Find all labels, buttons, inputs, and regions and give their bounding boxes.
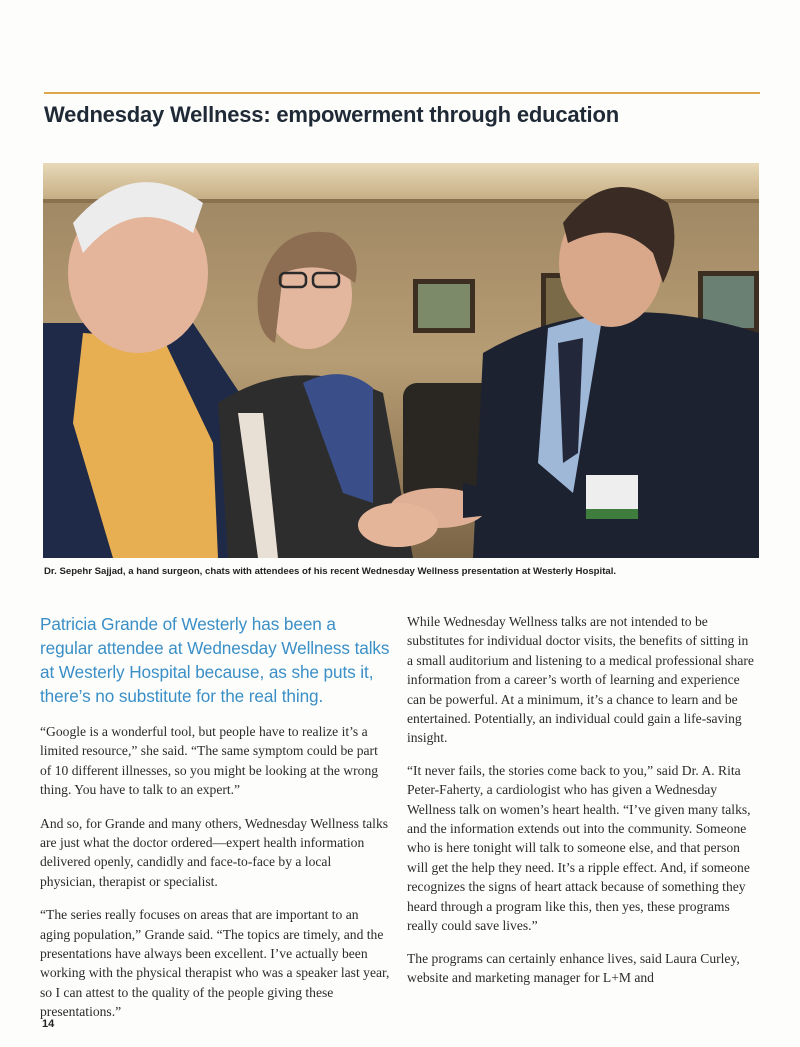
paragraph: The programs can certainly enhance lives, said Laura Curley, website and marketing manager for L+M and	[407, 950, 740, 985]
paragraph: “It never fails, the stories come back to you,” said Dr. A. Rita Peter-Faherty, a cardiologist who has given a Wednesday Wellness talk on women’s heart health. “I’ve given many talks, and the information extends out into the community. Someone who is here tonight will talk to someone else, and that person will get the help they need. It’s a ripple effect. And, if someone recognizes the signs of heart attack because of something they heard through a program like this, then yes, these programs really could save lives.”	[407, 762, 751, 934]
article-photo	[43, 163, 759, 558]
article-lede: Patricia Grande of Westerly has been a regular attendee at Wednesday Wellness talks at Westerly Hospital because, as she puts it, there’s no substitute for the real thing.	[40, 614, 390, 706]
page-number: 14	[42, 1018, 55, 1030]
article-column-left	[40, 612, 390, 1036]
paragraph: While Wednesday Wellness talks are not intended to be substitutes for individual doctor visits, the benefits of sitting in a small auditorium and listening to a medical professional share information from a career’s worth of learning and experience can be powerful. At a minimum, it’s a chance to learn and be entertained. Potentially, an individual could gain a life-saving insight.	[407, 614, 754, 746]
paragraph: “The series really focuses on areas that are important to an aging population,” Grande said. “The topics are timely, and the presentations have always been excellent. I’ve actually been working with the physical therapist who was a speaker last year, so I can attest to the quality of the people giving these presentations.”	[40, 907, 390, 1020]
header-rule	[44, 92, 760, 94]
photo-caption: Dr. Sepehr Sajjad, a hand surgeon, chats with attendees of his recent Wednesday Wellness presentation at Westerly Hospital.	[44, 566, 617, 577]
photo-illustration	[43, 163, 759, 558]
paragraph: “Google is a wonderful tool, but people have to realize it’s a limited resource,” she said. “The same symptom could be part of 10 different illnesses, so you might be looking at the wrong thing. You have to talk to an expert.”	[40, 724, 379, 798]
article-column-right	[407, 612, 757, 1000]
page-title: Wednesday Wellness: empowerment through education	[44, 102, 619, 127]
paragraph: And so, for Grande and many others, Wednesday Wellness talks are just what the doctor ordered—expert health information delivered openly, candidly and face-to-face by a local physician, therapist or specialist.	[40, 815, 389, 889]
